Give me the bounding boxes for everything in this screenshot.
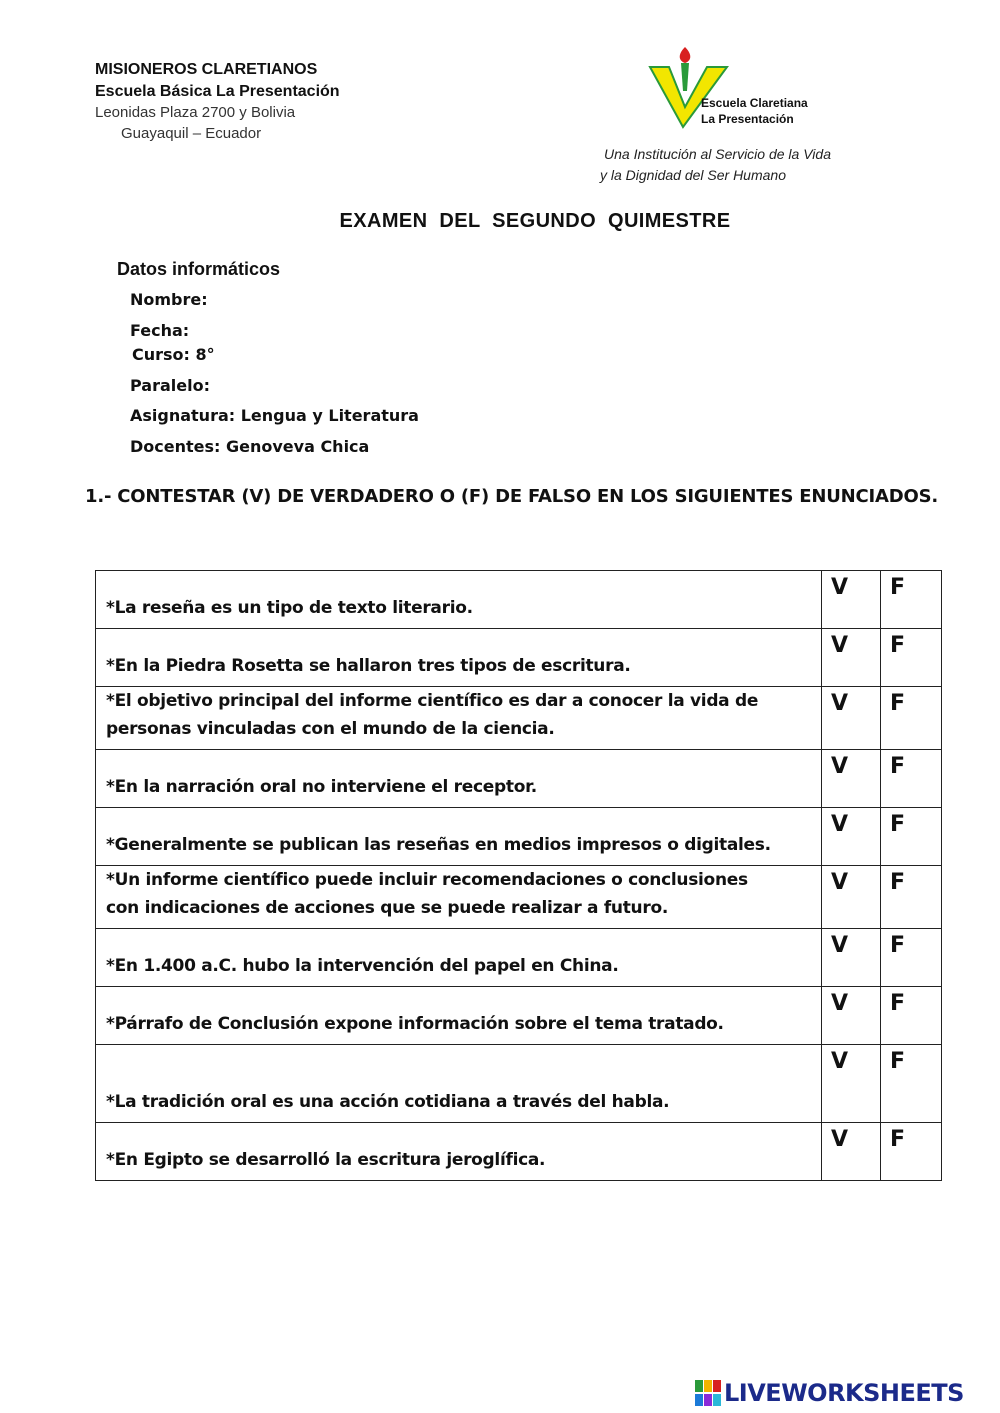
table-row <box>96 629 942 687</box>
table-row <box>96 987 942 1045</box>
option-f[interactable]: F <box>881 1123 942 1181</box>
option-v[interactable]: V <box>822 687 881 750</box>
statement-text: *En 1.400 a.C. hubo la intervención del papel en China. <box>96 929 822 987</box>
school-logo <box>645 45 875 135</box>
option-v[interactable]: V <box>822 866 881 929</box>
statement-text: *La tradición oral es una acción cotidiana a través del habla. <box>96 1045 822 1123</box>
option-f[interactable]: F <box>881 750 942 808</box>
school-city: Guayaquil – Ecuador <box>121 125 262 142</box>
motto-line1: Una Institución al Servicio de la Vida <box>604 146 831 162</box>
option-f[interactable]: F <box>881 1045 942 1123</box>
option-v[interactable]: V <box>822 629 881 687</box>
table-row <box>96 808 942 866</box>
org-name: MISIONEROS CLARETIANOS <box>95 61 318 78</box>
true-false-table <box>95 570 942 1181</box>
statement-text: *El objetivo principal del informe científico es dar a conocer la vida de personas vinculadas con el mundo de la ciencia. <box>96 687 822 750</box>
option-f[interactable]: F <box>881 866 942 929</box>
table-row <box>96 750 942 808</box>
option-v[interactable]: V <box>822 1045 881 1123</box>
option-f[interactable]: F <box>881 571 942 629</box>
option-v[interactable]: V <box>822 987 881 1045</box>
table-row <box>96 1045 942 1123</box>
statement-text: *Un informe científico puede incluir recomendaciones o conclusiones con indicaciones de acciones que se puede realizar a futuro. <box>96 866 822 929</box>
question-instruction: 1.- CONTESTAR (V) DE VERDADERO O (F) DE FALSO EN LOS SIGUIENTES ENUNCIADOS. <box>85 486 939 507</box>
logo-text-line1: Escuela Claretiana <box>701 96 808 110</box>
school-name: Escuela Básica La Presentación <box>95 83 340 100</box>
option-v[interactable]: V <box>822 929 881 987</box>
statement-text: *En Egipto se desarrolló la escritura jeroglífica. <box>96 1123 822 1181</box>
option-f[interactable]: F <box>881 808 942 866</box>
motto-line2: y la Dignidad del Ser Humano <box>600 167 786 183</box>
option-v[interactable]: V <box>822 1123 881 1181</box>
option-f[interactable]: F <box>881 987 942 1045</box>
option-v[interactable]: V <box>822 750 881 808</box>
statement-text: *Generalmente se publican las reseñas en medios impresos o digitales. <box>96 808 822 866</box>
table-row <box>96 687 942 750</box>
table-row <box>96 1123 942 1181</box>
field-asignatura: Asignatura: Lengua y Literatura <box>130 406 419 425</box>
logo-text-line2: La Presentación <box>701 112 794 126</box>
liveworksheets-icon <box>695 1380 721 1406</box>
liveworksheets-brand <box>695 1378 964 1408</box>
school-address: Leonidas Plaza 2700 y Bolivia <box>95 104 296 121</box>
table-row <box>96 866 942 929</box>
field-nombre: Nombre: <box>130 290 208 309</box>
statement-text: *En la narración oral no interviene el receptor. <box>96 750 822 808</box>
field-fecha: Fecha: <box>130 321 190 340</box>
field-curso: Curso: 8° <box>132 345 215 364</box>
field-paralelo: Paralelo: <box>130 376 210 395</box>
option-f[interactable]: F <box>881 629 942 687</box>
option-f[interactable]: F <box>881 687 942 750</box>
option-v[interactable]: V <box>822 571 881 629</box>
statement-text: *Párrafo de Conclusión expone información sobre el tema tratado. <box>96 987 822 1045</box>
statement-text: *La reseña es un tipo de texto literario. <box>96 571 822 629</box>
option-v[interactable]: V <box>822 808 881 866</box>
field-docentes: Docentes: Genoveva Chica <box>130 437 370 456</box>
liveworksheets-text: LIVEWORKSHEETS <box>724 1379 964 1407</box>
table-row <box>96 571 942 629</box>
exam-title: EXAMEN DEL SEGUNDO QUIMESTRE <box>339 210 731 232</box>
datos-heading: Datos informáticos <box>117 259 281 279</box>
table-row <box>96 929 942 987</box>
option-f[interactable]: F <box>881 929 942 987</box>
statement-text: *En la Piedra Rosetta se hallaron tres tipos de escritura. <box>96 629 822 687</box>
